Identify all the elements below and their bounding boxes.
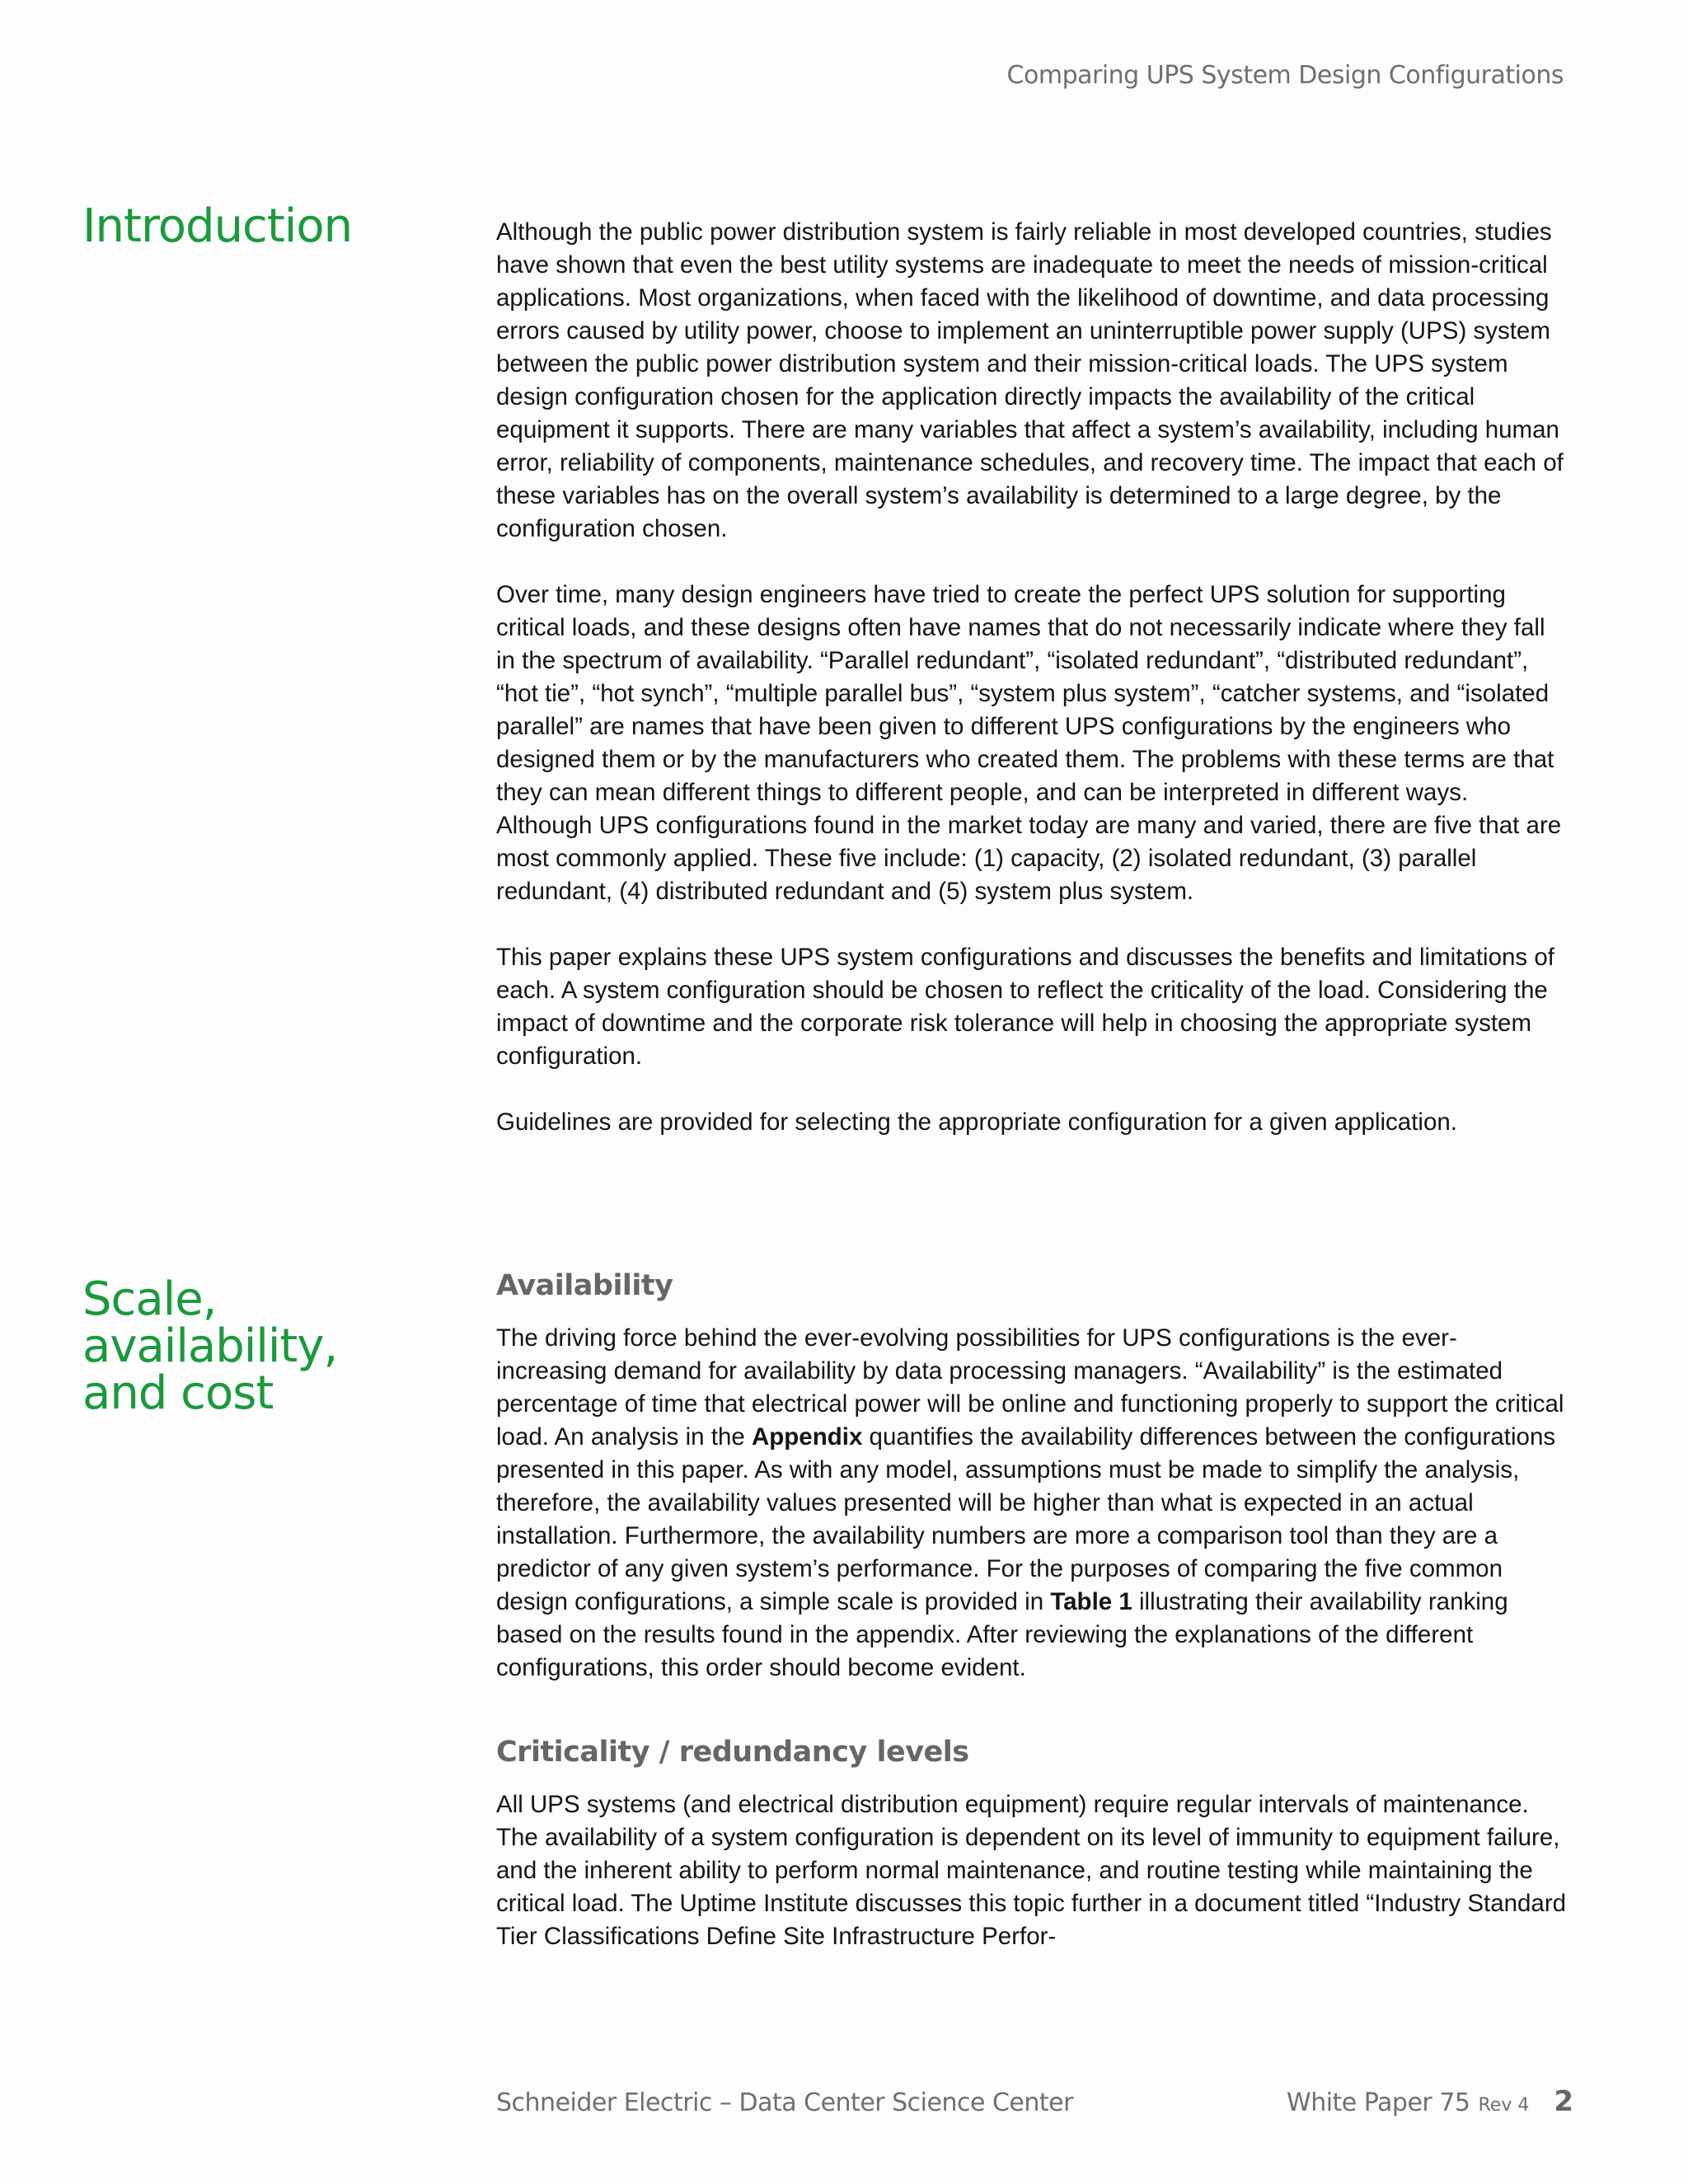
intro-paragraph-4: Guidelines are provided for selecting the appropriate configuration for a given application.: [496, 1108, 1457, 1136]
availability-subheading: Availability: [496, 1269, 673, 1302]
appendix-reference: Appendix: [751, 1423, 863, 1451]
running-header-title: Comparing UPS System Design Configurations: [1006, 61, 1564, 90]
page-number: 2: [1554, 2085, 1573, 2118]
intro-paragraph-1: Although the public power distribution system is fairly reliable in most developed countries, studies have shown that even the best utility systems are inadequate to meet the needs of mission-critical applications. Most organizations, when faced with the likelihood of downtime, and data processing errors caused by utility power, choose to implement an uninterruptible power supply (UPS) system between the public power distribution system and their mission-critical loads. The UPS system design configuration chosen for the application directly impacts the availability of the critical equipment it supports. There are many variables that affect a system’s availability, including human error, reliability of components, maintenance schedules, and recovery time. The impact that each of these variables has on the overall system’s availability is determined to a large degree, by the configuration chosen.: [496, 218, 1564, 542]
criticality-paragraph: All UPS systems (and electrical distribution equipment) require regular intervals of maintenance. The availability of a system configuration is dependent on its level of immunity to equipment failure, and the inherent ability to perform normal maintenance, and routine testing while maintaining the critical load. The Uptime Institute discusses this topic further in a document titled “Industry Standard Tier Classifications Define Site Infrastructure Perfor-: [496, 1791, 1567, 1950]
introduction-body: [496, 216, 1568, 1139]
scale-body: [496, 1269, 1568, 1953]
footer-white-paper: White Paper 75: [1287, 2088, 1470, 2117]
availability-paragraph: The driving force behind the ever-evolving possibilities for UPS configurations is the ever-increasing demand for availability by data processing managers. “Availability” is the estimated percentage of time that electrical power will be online and functioning properly to support the critical load. An analysis in the Appendix quantifies the availability differences between the configurations presented in this paper. As with any model, assumptions must be made to simplify the analysis, therefore, the availability values presented will be higher than what is expected in an actual installation. Furthermore, the availability numbers are more a comparison tool than they are a predictor of any given system’s performance. For the purposes of comparing the five common design configurations, a simple scale is provided in Table 1 illustrating their availability ranking based on the results found in the appendix. After reviewing the explanations of the different configurations, this order should become evident.: [496, 1324, 1564, 1681]
introduction-heading: Introduction: [82, 199, 353, 253]
scale-availability-cost-heading: [82, 1272, 338, 1420]
heading-line-3: and cost: [82, 1366, 274, 1420]
footer-publisher: Schneider Electric – Data Center Science Center: [496, 2088, 1073, 2117]
intro-paragraph-3: This paper explains these UPS system configurations and discusses the benefits and limitations of each. A system configuration should be chosen to reflect the criticality of the load. Considering the impact of downtime and the corporate risk tolerance will help in choosing the appropriate system configuration.: [496, 944, 1554, 1070]
table-1-reference: Table 1: [1050, 1588, 1132, 1615]
criticality-subheading: Criticality / redundancy levels: [496, 1736, 969, 1769]
footer-revision: Rev 4: [1478, 2095, 1530, 2116]
heading-line-2: availability,: [82, 1319, 338, 1373]
intro-paragraph-2: Over time, many design engineers have tried to create the perfect UPS solution for supporting critical loads, and these designs often have names that do not necessarily indicate where they fall in the spectrum of availability. “Parallel redundant”, “isolated redundant”, “distributed redundant”, “hot tie”, “hot synch”, “multiple parallel bus”, “system plus system”, “catcher systems, and “isolated parallel” are names that have been given to different UPS configurations by the engineers who designed them or by the manufacturers who created them. The problems with these terms are that they can mean different things to different people, and can be interpreted in different ways. Although UPS configurations found in the market today are many and varied, there are five that are most commonly applied. These five include: (1) capacity, (2) isolated redundant, (3) parallel redundant, (4) distributed redundant and (5) system plus system.: [496, 581, 1562, 905]
heading-line-1: Scale,: [82, 1272, 217, 1326]
footer-paper-info: [1287, 2085, 1573, 2118]
